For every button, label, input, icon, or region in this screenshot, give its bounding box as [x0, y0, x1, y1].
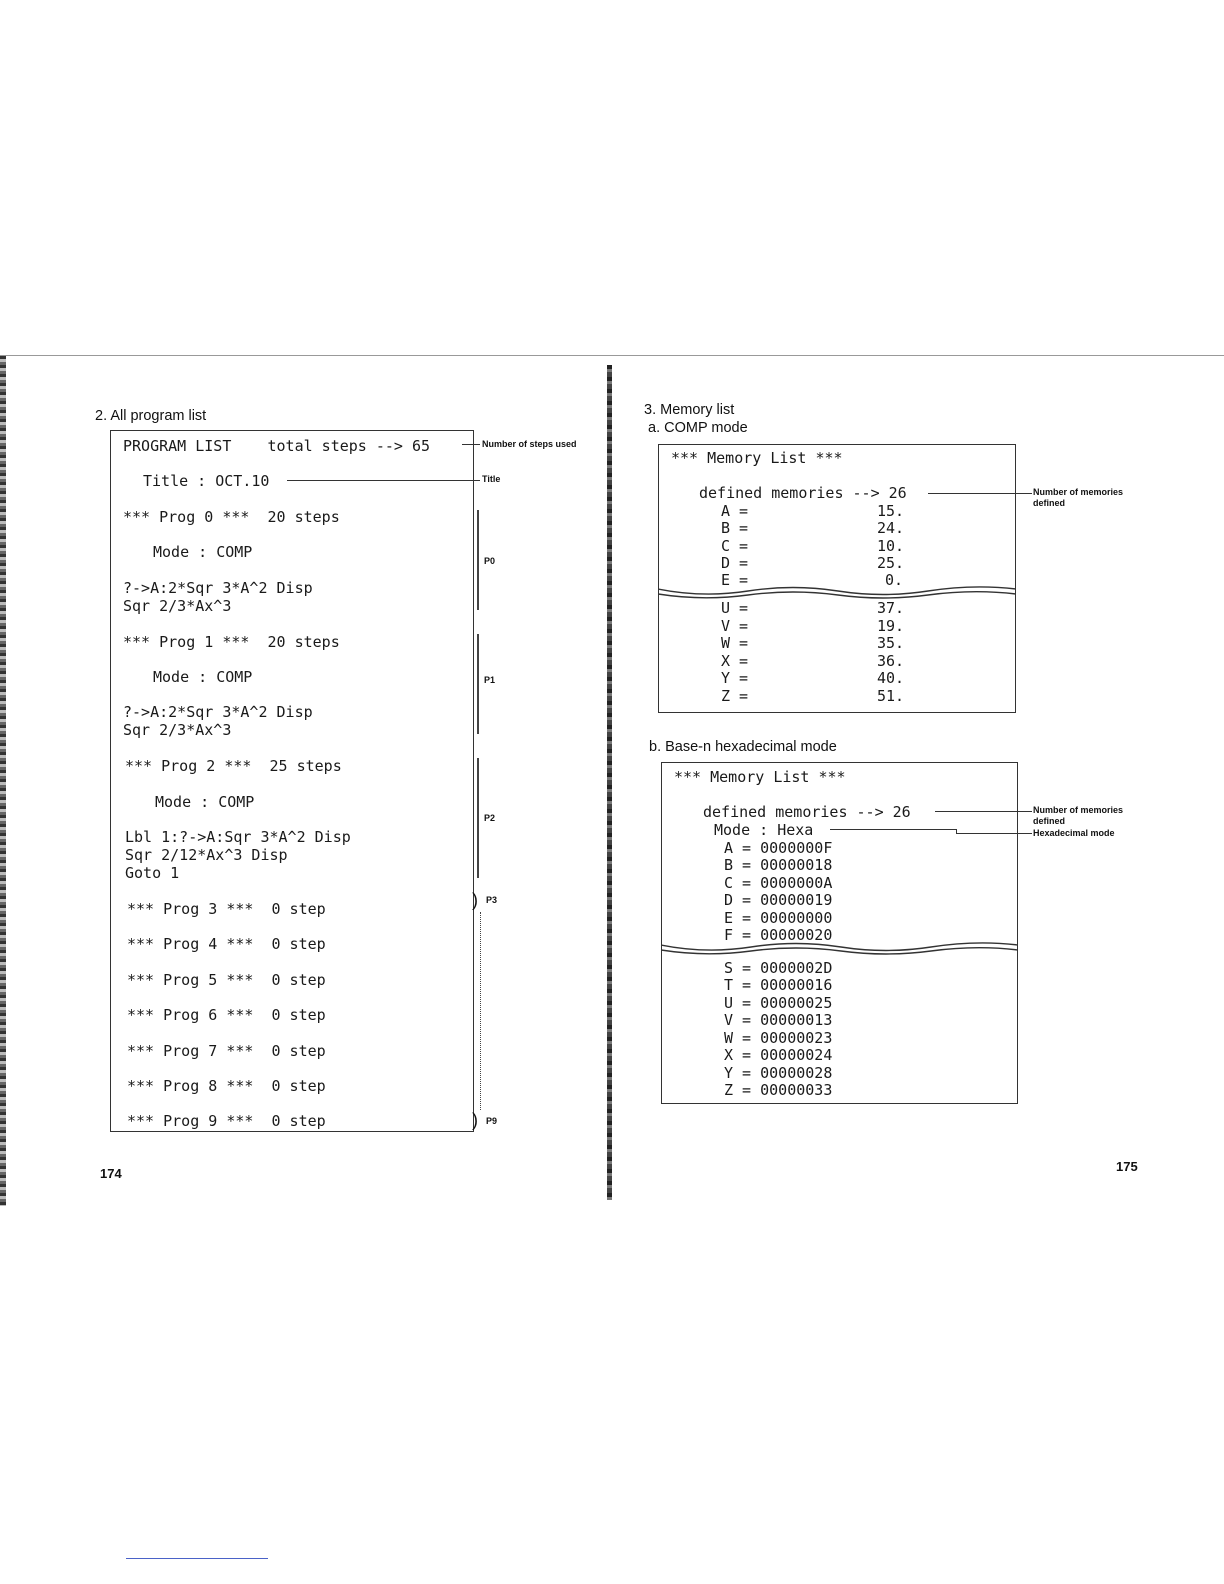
hex-memory-row: Y = 00000028 — [724, 1064, 833, 1082]
program-list-printout — [110, 430, 474, 1132]
hex-memory-row: T = 00000016 — [724, 976, 833, 994]
p3-paren: ) — [472, 890, 478, 910]
prog-0-mode: Mode : COMP — [153, 543, 253, 561]
p3-to-p9-dotted-line — [480, 912, 481, 1110]
p9-paren: ) — [472, 1110, 478, 1130]
program-list-header: PROGRAM LIST total steps --> 65 — [123, 437, 431, 455]
p2-label: P2 — [484, 813, 496, 823]
comp-memory-value: 36. — [877, 652, 905, 670]
prog-6-header: *** Prog 6 *** 0 step — [127, 1006, 326, 1024]
hex-mode-callout-label: Hexadecimal mode — [1033, 828, 1115, 838]
hex-defined-callout-line — [935, 811, 1032, 812]
p1-label: P1 — [484, 675, 496, 685]
hex-tear-wave — [661, 941, 1018, 957]
steps-callout-label: Number of steps used — [482, 439, 577, 449]
left-page-number: 174 — [100, 1166, 122, 1181]
prog-8-header: *** Prog 8 *** 0 step — [127, 1077, 326, 1095]
hex-memory-header: *** Memory List *** — [674, 768, 846, 786]
comp-memory-name: U = — [721, 599, 749, 617]
hex-memory-row: D = 00000019 — [724, 891, 833, 909]
hex-memory-row: S = 0000002D — [724, 959, 833, 977]
comp-memory-name: V = — [721, 617, 749, 635]
title-callout-line — [287, 480, 480, 481]
p1-brace — [477, 634, 479, 734]
prog-3-header: *** Prog 3 *** 0 step — [127, 900, 326, 918]
left-scan-edge — [0, 356, 6, 1206]
prog-1-code-line: Sqr 2/3*Ax^3 — [123, 721, 232, 739]
comp-memory-name: Y = — [721, 669, 749, 687]
comp-memory-printout — [658, 444, 1016, 713]
program-title-line: Title : OCT.10 — [143, 472, 270, 490]
p0-label: P0 — [484, 556, 496, 566]
prog-2-header: *** Prog 2 *** 25 steps — [125, 757, 342, 775]
prog-2-code-line: Sqr 2/12*Ax^3 Disp — [125, 846, 288, 864]
hex-defined-line: defined memories --> 26 — [703, 803, 911, 821]
hex-memory-row: A = 0000000F — [724, 839, 833, 857]
comp-memory-name: B = — [721, 519, 749, 537]
prog-0-header: *** Prog 0 *** 20 steps — [123, 508, 340, 526]
comp-memory-value: 15. — [877, 502, 905, 520]
title-callout-label: Title — [482, 474, 501, 484]
comp-memory-name: A = — [721, 502, 749, 520]
right-page-heading: 3. Memory list — [644, 402, 735, 418]
prog-1-mode: Mode : COMP — [153, 668, 253, 686]
comp-memory-name: X = — [721, 652, 749, 670]
p2-brace — [477, 758, 479, 878]
comp-memory-name: D = — [721, 554, 749, 572]
comp-memory-value: 35. — [877, 634, 905, 652]
hex-mode-callout-line-a — [830, 829, 956, 830]
hex-mode-subheading: b. Base-n hexadecimal mode — [649, 739, 837, 755]
comp-memory-value: 40. — [877, 669, 905, 687]
comp-memory-value: 0. — [885, 571, 904, 589]
hex-memory-row: Z = 00000033 — [724, 1081, 833, 1099]
bottom-link-rule — [126, 1558, 268, 1559]
steps-callout-line — [462, 444, 480, 445]
prog-7-header: *** Prog 7 *** 0 step — [127, 1042, 326, 1060]
comp-memory-name: W = — [721, 634, 749, 652]
hex-memory-row: F = 00000020 — [724, 926, 833, 944]
page-top-rule — [0, 355, 1224, 356]
prog-9-header: *** Prog 9 *** 0 step — [127, 1112, 326, 1130]
hex-memory-row: U = 00000025 — [724, 994, 833, 1012]
hex-mode-line: Mode : Hexa — [714, 821, 814, 839]
hex-memory-row: W = 00000023 — [724, 1029, 833, 1047]
p0-brace — [477, 510, 479, 610]
comp-mode-subheading: a. COMP mode — [648, 420, 748, 436]
hex-memory-row: E = 00000000 — [724, 909, 833, 927]
prog-0-code-line: ?->A:2*Sqr 3*A^2 Disp — [123, 579, 313, 597]
prog-2-code-line: Goto 1 — [125, 864, 180, 882]
hex-defined-callout-label: Number of memories defined — [1033, 805, 1124, 826]
comp-defined-line: defined memories --> 26 — [699, 484, 907, 502]
hex-memory-row: V = 00000013 — [724, 1011, 833, 1029]
right-page-number: 175 — [1116, 1159, 1138, 1174]
prog-2-code-line: Lbl 1:?->A:Sqr 3*A^2 Disp — [125, 828, 351, 846]
comp-defined-callout-line — [928, 493, 1032, 494]
comp-memory-value: 24. — [877, 519, 905, 537]
comp-memory-value: 25. — [877, 554, 905, 572]
prog-0-code-line: Sqr 2/3*Ax^3 — [123, 597, 232, 615]
prog-5-header: *** Prog 5 *** 0 step — [127, 971, 326, 989]
hex-mode-callout-line-b — [956, 833, 1032, 834]
comp-memory-header: *** Memory List *** — [671, 449, 843, 467]
comp-memory-value: 51. — [877, 687, 905, 705]
prog-2-mode: Mode : COMP — [155, 793, 255, 811]
comp-memory-value: 37. — [877, 599, 905, 617]
comp-memory-name: E = — [721, 571, 749, 589]
comp-memory-value: 10. — [877, 537, 905, 555]
hex-memory-row: X = 00000024 — [724, 1046, 833, 1064]
p9-label: P9 — [486, 1116, 498, 1126]
hex-memory-row: C = 0000000A — [724, 874, 833, 892]
hex-memory-printout — [661, 762, 1018, 1104]
comp-memory-name: C = — [721, 537, 749, 555]
comp-defined-callout-label: Number of memories defined — [1033, 487, 1124, 508]
left-page-heading: 2. All program list — [95, 408, 207, 424]
prog-1-header: *** Prog 1 *** 20 steps — [123, 633, 340, 651]
book-spine — [607, 365, 612, 1200]
prog-4-header: *** Prog 4 *** 0 step — [127, 935, 326, 953]
hex-memory-row: B = 00000018 — [724, 856, 833, 874]
comp-memory-value: 19. — [877, 617, 905, 635]
comp-memory-name: Z = — [721, 687, 749, 705]
prog-1-code-line: ?->A:2*Sqr 3*A^2 Disp — [123, 703, 313, 721]
p3-label: P3 — [486, 895, 498, 905]
